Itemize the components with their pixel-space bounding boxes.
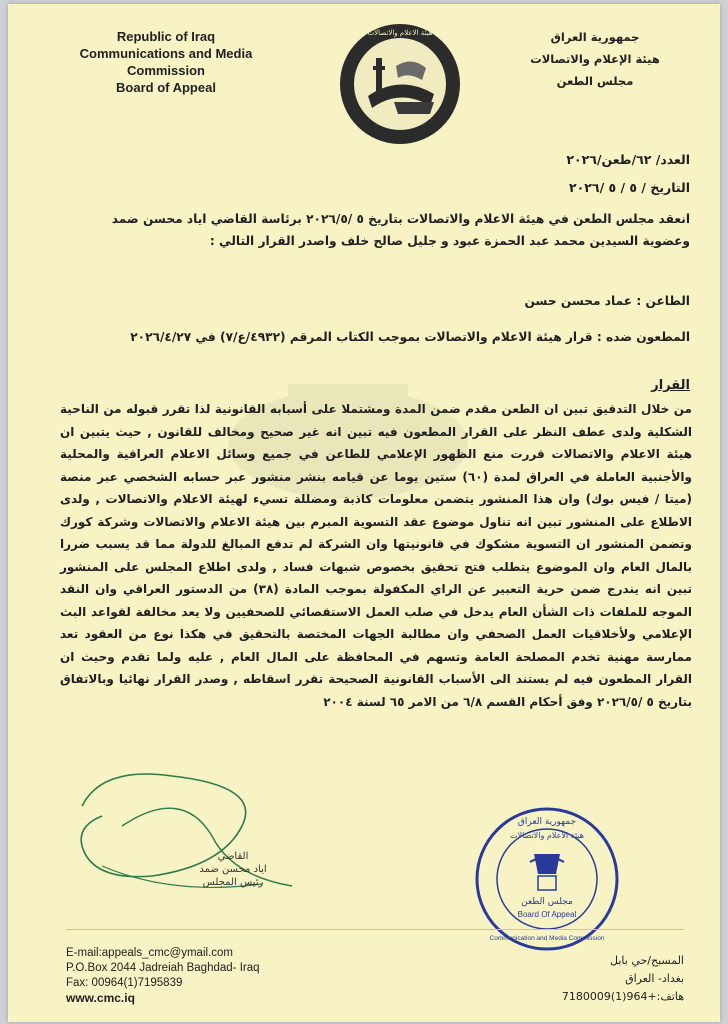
header-ar-commission: هيئة الإعلام والاتصالات (530, 52, 660, 66)
footer-arabic (562, 952, 684, 1006)
stamp-english-center: Board Of Appeal (517, 910, 577, 919)
footer-ar-address-2: بغداد- العراق (625, 972, 684, 985)
footer-divider (66, 929, 684, 930)
decision-heading: القرار (651, 378, 690, 393)
header-commission-2: Commission (126, 63, 205, 78)
signer-name: اياد محسن ضمد (199, 864, 267, 875)
intro-paragraph: انعقد مجلس الطعن في هيئة الاعلام والاتصالات بتاريخ ٥ /٢٠٢٦/٥ برئاسة القاضي اياد محسن ضمد وعضوية السيدين محمد عبد الحمزة عبود و جليل صالح خلف واصدر القرار التالي : (111, 212, 690, 248)
document-page (8, 4, 720, 1022)
header-board: Board of Appeal (116, 80, 216, 95)
arabic-header (510, 26, 680, 92)
header-ar-country: جمهورية العراق (550, 30, 640, 44)
footer-ar-address-1: المسبح/حي بابل (610, 954, 684, 967)
handwritten-signature (62, 766, 302, 916)
footer-email[interactable]: E-mail:appeals_cmc@ymail.com (66, 947, 233, 959)
signer-title: القاضي (217, 851, 249, 862)
footer-website[interactable]: www.cmc.iq (66, 991, 135, 1005)
stamp-arabic-center: مجلس الطعن (521, 897, 573, 907)
official-stamp (472, 804, 622, 954)
header-ar-board: مجلس الطعن (556, 74, 634, 88)
footer-ar-phone: هاتف:+964(1)7180009 (561, 990, 684, 1003)
document-number: العدد/ ٦٢/طعن/٢٠٢٦ (566, 152, 690, 167)
header-country: Republic of Iraq (116, 29, 216, 44)
english-header (56, 28, 276, 96)
logo-ring-text: هيئة الاعلام والاتصالات (367, 29, 433, 37)
decision-body: من خلال التدقيق تبين ان الطعن مقدم ضمن المدة ومشتملا على أسبابه القانونية لذا تقرر قبوله من الناحية الشكلية ولدى عطف النظر على القرار المطعون فيه تبين انه غير صحيح ومخالف للقانون , حيث يتبين ان هيئة الاعلام والاتصالات قررت منع الظهور الإعلامي للطاعن في جميع وسائل الاعلام العراقية والمحلية والأجنبية العاملة في العراق لمدة (٦٠) ستين يوما عن قيامه بنشر منشور عبر حسابه الشخصي عبر منصة (ميتا / فيس بوك) وان هذا المنشور يتضمن معلومات كاذبة ومضللة تسيء لهيئة الاعلام والاتصالات , ولدى الاطلاع على المنشور تبين انه تناول موضوع عقد التسوية المبرم بين هيئة الاعلام والاتصالات وشركة كورك وتضمن المنشور ان التسوية مشكوك في قانونيتها وان الشركة لم تدفع المبالغ للدولة مما قد يسبب ضررا بالمال العام وان الموضوع يتطلب فتح تحقيق بخصوص شبهات فساد , ولدى اطلاع المجلس على المنشور تبين انه يندرج ضمن حرية التعبير عن الراي المكفولة بموجب المادة (٣٨) من الدستور العراقي وان النقد الموجه للملفات ذات الشأن العام يدخل في صلب العمل الاستقصائي للصحفيين ولا يعد مخالفة لقواعد البث الإعلامي ولأخلاقيات العمل الصحفي وان مطالبة الجهات المختصة بالتحقيق في هكذا نوع من العقود تعد ممارسة مهنية تخدم المصلحة العامة وتسهم في المحافظة على المال العام , عليه ولما تقدم وحيث ان القرار المطعون فيه لم يستند الى الأسباب القانونية الصحيحة تقرر اسقاطه , وصدر القرار نهائيا وبالاتفاق بتاريخ ٥ /٢٠٢٦/٥ وفق أحكام القسم ٦/٨ من الامر ٦٥ لسنة ٢٠٠٤ (60, 402, 692, 709)
header-commission-1: Communications and Media (79, 46, 253, 61)
signer-role: رئيس المجلس (202, 877, 264, 888)
respondent-line: المطعون ضده : قرار هيئة الاعلام والاتصالات بموجب الكتاب المرقم (٤٩٣٢/ع/٧) في ٢٠٢٦/٤/٢٧ (130, 330, 690, 344)
signature-block (168, 850, 298, 889)
stamp-arabic-top: جمهورية العراق (517, 817, 577, 827)
document-date: التاريخ / ٥ / ٥ /٢٠٢٦ (569, 180, 690, 195)
footer-english (66, 946, 260, 1006)
footer-fax: Fax: 00964(1)7195839 (66, 977, 183, 989)
appellant-line: الطاعن : عماد محسن حسن (524, 294, 690, 308)
commission-logo (338, 22, 462, 146)
footer-pobox: P.O.Box 2044 Jadreiah Baghdad- Iraq (66, 962, 260, 974)
stamp-english-ring: Communication and Media Commission (489, 935, 605, 942)
stamp-arabic-mid: هيئة الاعلام والاتصالات (509, 831, 585, 840)
